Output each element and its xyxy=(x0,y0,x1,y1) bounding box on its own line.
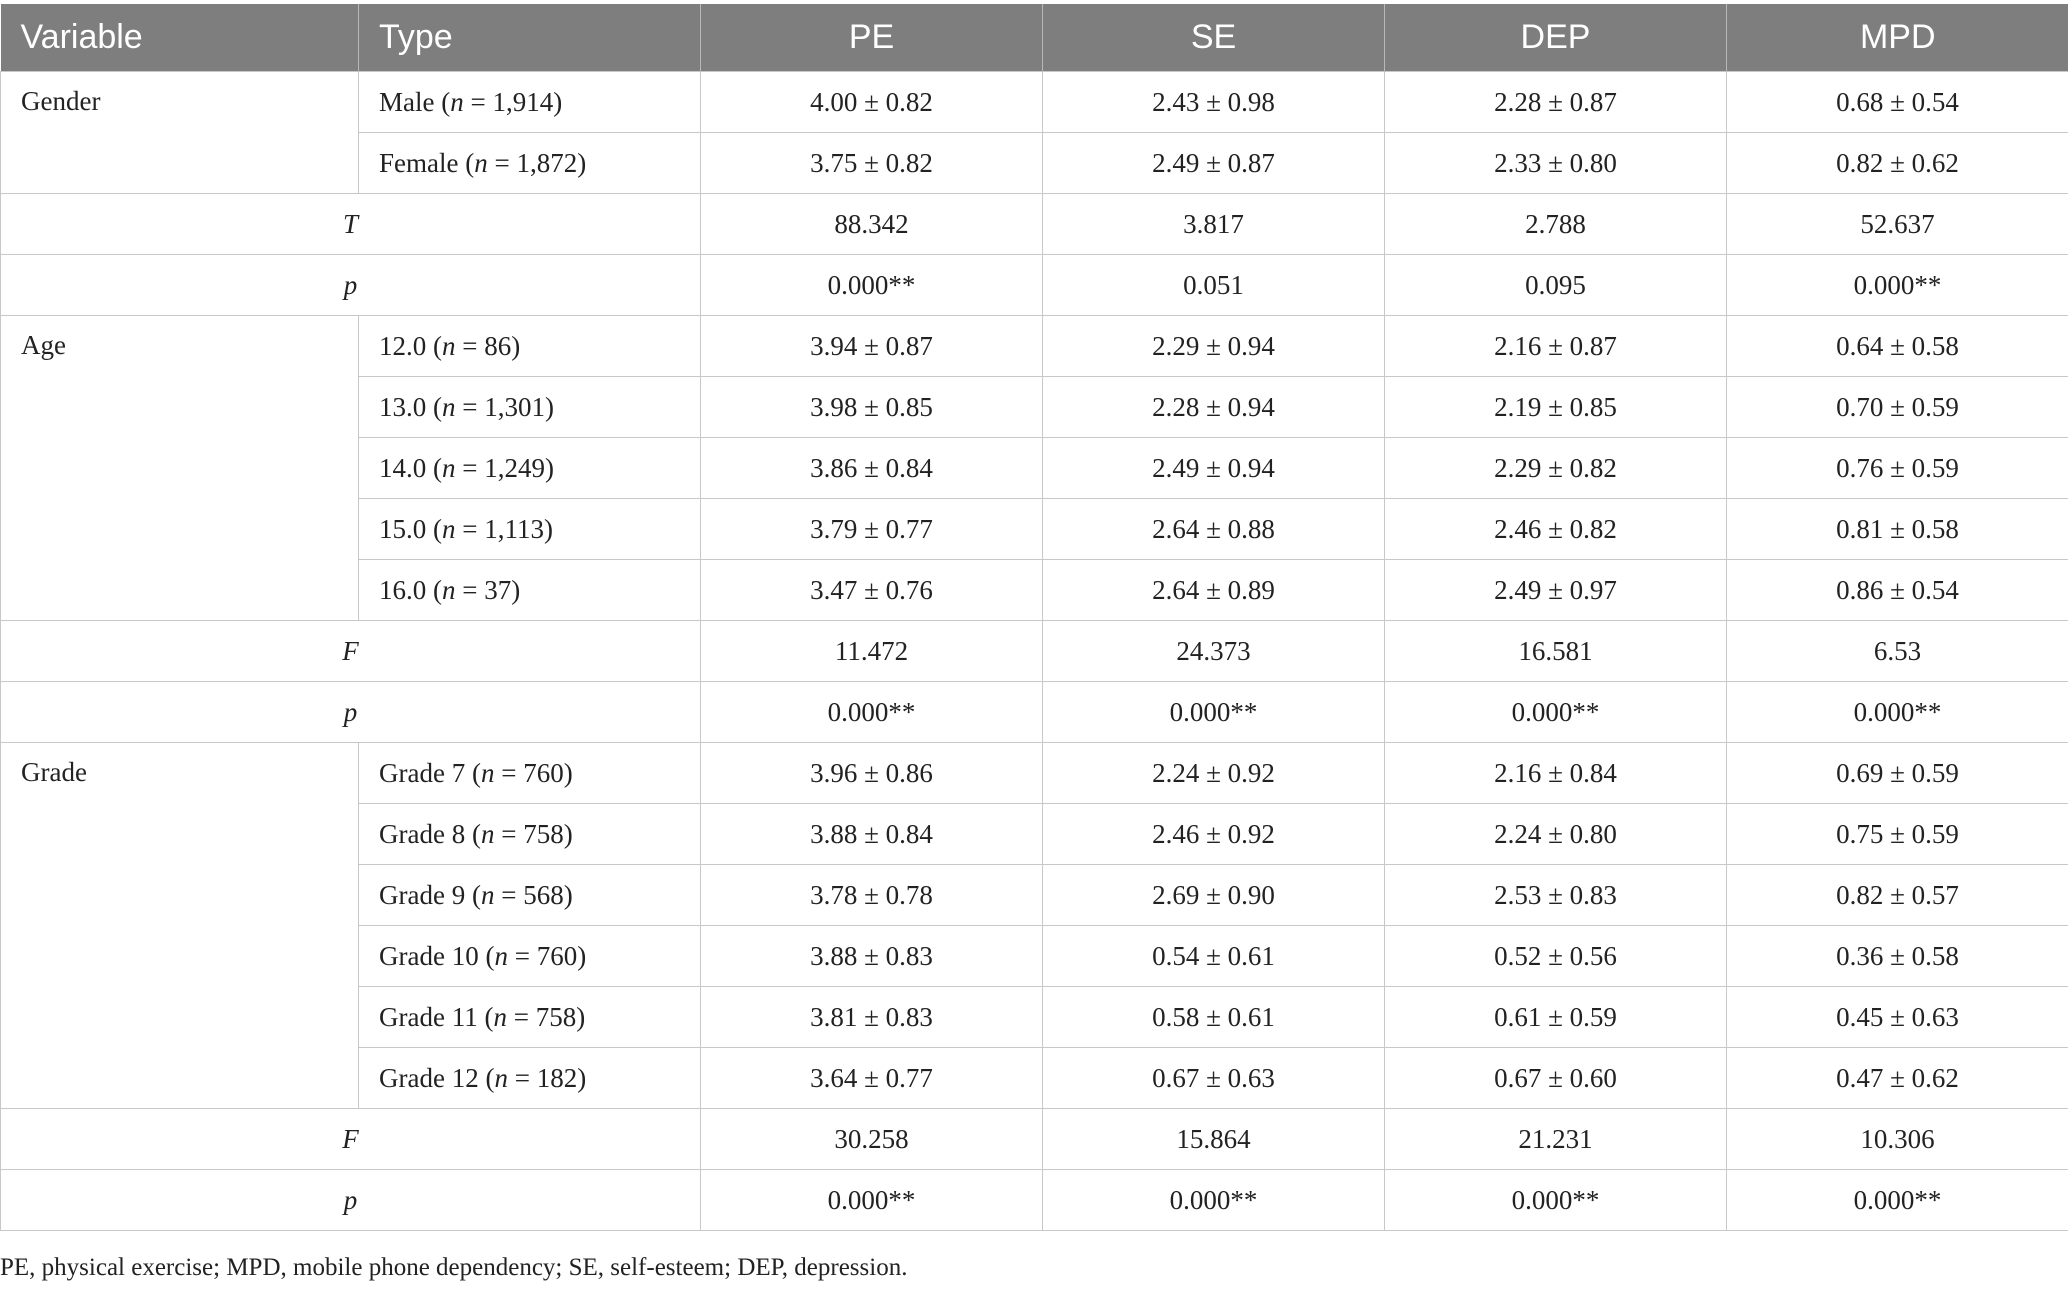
stat-row xyxy=(1,621,2068,682)
stat-value: 30.258 xyxy=(701,1109,1043,1170)
variable-cell: Age xyxy=(1,316,359,621)
value-cell: 2.29 ± 0.94 xyxy=(1043,316,1385,377)
sample-size: 1,872 xyxy=(516,147,578,178)
data-table xyxy=(0,4,2068,1231)
header-se: SE xyxy=(1043,4,1385,72)
table-container xyxy=(0,4,2068,1231)
value-cell: 2.16 ± 0.87 xyxy=(1385,316,1727,377)
stat-label: F xyxy=(1,621,701,682)
stat-value: 10.306 xyxy=(1727,1109,2068,1170)
value-cell: 3.75 ± 0.82 xyxy=(701,133,1043,194)
type-label: 16.0 xyxy=(379,574,427,605)
value-cell: 2.53 ± 0.83 xyxy=(1385,865,1727,926)
header-mpd: MPD xyxy=(1727,4,2068,72)
value-cell: 2.46 ± 0.82 xyxy=(1385,499,1727,560)
variable-cell: Gender xyxy=(1,72,359,194)
stat-value: 0.051 xyxy=(1043,255,1385,316)
type-label: Female xyxy=(379,147,459,178)
type-label: Grade 12 xyxy=(379,1062,479,1093)
value-cell: 2.64 ± 0.89 xyxy=(1043,560,1385,621)
type-label: Grade 10 xyxy=(379,940,479,971)
value-cell: 0.64 ± 0.58 xyxy=(1727,316,2068,377)
value-cell: 2.43 ± 0.98 xyxy=(1043,72,1385,133)
sample-size: 760 xyxy=(536,940,578,971)
stat-label: p xyxy=(1,255,701,316)
value-cell: 3.86 ± 0.84 xyxy=(701,438,1043,499)
type-cell: 15.0 (n = 1,113) xyxy=(359,499,701,560)
stat-value: 24.373 xyxy=(1043,621,1385,682)
value-cell: 2.46 ± 0.92 xyxy=(1043,804,1385,865)
type-cell: Grade 10 (n = 760) xyxy=(359,926,701,987)
type-label: Grade 11 xyxy=(379,1001,478,1032)
stat-value: 88.342 xyxy=(701,194,1043,255)
value-cell: 0.69 ± 0.59 xyxy=(1727,743,2068,804)
type-label: 14.0 xyxy=(379,452,427,483)
table-body xyxy=(1,72,2068,1231)
stat-value: 0.000** xyxy=(1727,255,2068,316)
value-cell: 3.47 ± 0.76 xyxy=(701,560,1043,621)
stat-value: 0.000** xyxy=(701,1170,1043,1231)
variable-cell: Grade xyxy=(1,743,359,1109)
sample-size: 1,301 xyxy=(484,391,545,422)
value-cell: 0.58 ± 0.61 xyxy=(1043,987,1385,1048)
stat-value: 0.000** xyxy=(1385,682,1727,743)
value-cell: 0.70 ± 0.59 xyxy=(1727,377,2068,438)
value-cell: 2.69 ± 0.90 xyxy=(1043,865,1385,926)
sample-size: 758 xyxy=(523,818,564,849)
table-footnote: PE, physical exercise; MPD, mobile phone dependency; SE, self-esteem; DEP, depression. xyxy=(0,1254,908,1281)
header-type: Type xyxy=(359,4,701,72)
value-cell: 0.76 ± 0.59 xyxy=(1727,438,2068,499)
value-cell: 0.82 ± 0.62 xyxy=(1727,133,2068,194)
value-cell: 0.47 ± 0.62 xyxy=(1727,1048,2068,1109)
value-cell: 2.24 ± 0.80 xyxy=(1385,804,1727,865)
value-cell: 3.78 ± 0.78 xyxy=(701,865,1043,926)
table-row xyxy=(1,743,2068,804)
value-cell: 0.52 ± 0.56 xyxy=(1385,926,1727,987)
type-cell: 12.0 (n = 86) xyxy=(359,316,701,377)
value-cell: 0.81 ± 0.58 xyxy=(1727,499,2068,560)
type-cell: 13.0 (n = 1,301) xyxy=(359,377,701,438)
stat-row xyxy=(1,255,2068,316)
value-cell: 2.28 ± 0.94 xyxy=(1043,377,1385,438)
value-cell: 0.36 ± 0.58 xyxy=(1727,926,2068,987)
value-cell: 3.79 ± 0.77 xyxy=(701,499,1043,560)
sample-size: 760 xyxy=(523,757,564,788)
type-label: 12.0 xyxy=(379,330,427,361)
value-cell: 0.54 ± 0.61 xyxy=(1043,926,1385,987)
value-cell: 3.94 ± 0.87 xyxy=(701,316,1043,377)
type-label: 15.0 xyxy=(379,513,427,544)
type-cell: Grade 12 (n = 182) xyxy=(359,1048,701,1109)
value-cell: 2.16 ± 0.84 xyxy=(1385,743,1727,804)
value-cell: 2.29 ± 0.82 xyxy=(1385,438,1727,499)
value-cell: 2.24 ± 0.92 xyxy=(1043,743,1385,804)
table-row xyxy=(1,316,2068,377)
value-cell: 3.81 ± 0.83 xyxy=(701,987,1043,1048)
header-variable: Variable xyxy=(1,4,359,72)
type-cell: Female (n = 1,872) xyxy=(359,133,701,194)
stat-label: F xyxy=(1,1109,701,1170)
stat-value: 0.000** xyxy=(701,682,1043,743)
value-cell: 2.28 ± 0.87 xyxy=(1385,72,1727,133)
value-cell: 3.88 ± 0.84 xyxy=(701,804,1043,865)
type-label: Grade 9 xyxy=(379,879,466,910)
type-cell: Male (n = 1,914) xyxy=(359,72,701,133)
value-cell: 2.49 ± 0.87 xyxy=(1043,133,1385,194)
type-cell: Grade 9 (n = 568) xyxy=(359,865,701,926)
value-cell: 0.82 ± 0.57 xyxy=(1727,865,2068,926)
type-label: Male xyxy=(379,86,435,117)
value-cell: 4.00 ± 0.82 xyxy=(701,72,1043,133)
sample-size: 758 xyxy=(535,1001,577,1032)
type-label: Grade 7 xyxy=(379,757,466,788)
sample-size: 86 xyxy=(484,330,512,361)
value-cell: 2.49 ± 0.97 xyxy=(1385,560,1727,621)
value-cell: 0.67 ± 0.60 xyxy=(1385,1048,1727,1109)
stat-value: 0.000** xyxy=(1385,1170,1727,1231)
sample-size: 1,914 xyxy=(492,86,554,117)
header-dep: DEP xyxy=(1385,4,1727,72)
sample-size: 568 xyxy=(523,879,564,910)
stat-value: 3.817 xyxy=(1043,194,1385,255)
header-pe: PE xyxy=(701,4,1043,72)
value-cell: 3.64 ± 0.77 xyxy=(701,1048,1043,1109)
stat-value: 16.581 xyxy=(1385,621,1727,682)
value-cell: 3.98 ± 0.85 xyxy=(701,377,1043,438)
stat-value: 2.788 xyxy=(1385,194,1727,255)
stat-value: 15.864 xyxy=(1043,1109,1385,1170)
stat-value: 0.000** xyxy=(1727,1170,2068,1231)
stat-value: 11.472 xyxy=(701,621,1043,682)
type-cell: Grade 11 (n = 758) xyxy=(359,987,701,1048)
sample-size: 37 xyxy=(484,574,512,605)
type-cell: 14.0 (n = 1,249) xyxy=(359,438,701,499)
value-cell: 2.33 ± 0.80 xyxy=(1385,133,1727,194)
sample-size: 182 xyxy=(536,1062,578,1093)
stat-value: 52.637 xyxy=(1727,194,2068,255)
value-cell: 3.96 ± 0.86 xyxy=(701,743,1043,804)
value-cell: 0.45 ± 0.63 xyxy=(1727,987,2068,1048)
header-row xyxy=(1,4,2068,72)
stat-row xyxy=(1,1109,2068,1170)
type-label: Grade 8 xyxy=(379,818,466,849)
value-cell: 0.67 ± 0.63 xyxy=(1043,1048,1385,1109)
stat-value: 21.231 xyxy=(1385,1109,1727,1170)
stat-label: T xyxy=(1,194,701,255)
sample-size: 1,113 xyxy=(484,513,544,544)
type-cell: Grade 7 (n = 760) xyxy=(359,743,701,804)
stat-row xyxy=(1,1170,2068,1231)
stat-value: 0.000** xyxy=(1727,682,2068,743)
stat-row xyxy=(1,194,2068,255)
value-cell: 2.49 ± 0.94 xyxy=(1043,438,1385,499)
value-cell: 0.86 ± 0.54 xyxy=(1727,560,2068,621)
value-cell: 2.19 ± 0.85 xyxy=(1385,377,1727,438)
stat-value: 0.000** xyxy=(1043,1170,1385,1231)
stat-value: 0.095 xyxy=(1385,255,1727,316)
stat-label: p xyxy=(1,1170,701,1231)
value-cell: 3.88 ± 0.83 xyxy=(701,926,1043,987)
stat-row xyxy=(1,682,2068,743)
value-cell: 2.64 ± 0.88 xyxy=(1043,499,1385,560)
stat-value: 0.000** xyxy=(1043,682,1385,743)
type-cell: Grade 8 (n = 758) xyxy=(359,804,701,865)
stat-value: 0.000** xyxy=(701,255,1043,316)
stat-value: 6.53 xyxy=(1727,621,2068,682)
value-cell: 0.68 ± 0.54 xyxy=(1727,72,2068,133)
value-cell: 0.61 ± 0.59 xyxy=(1385,987,1727,1048)
sample-size: 1,249 xyxy=(484,452,545,483)
table-row xyxy=(1,72,2068,133)
value-cell: 0.75 ± 0.59 xyxy=(1727,804,2068,865)
stat-label: p xyxy=(1,682,701,743)
type-label: 13.0 xyxy=(379,391,427,422)
type-cell: 16.0 (n = 37) xyxy=(359,560,701,621)
